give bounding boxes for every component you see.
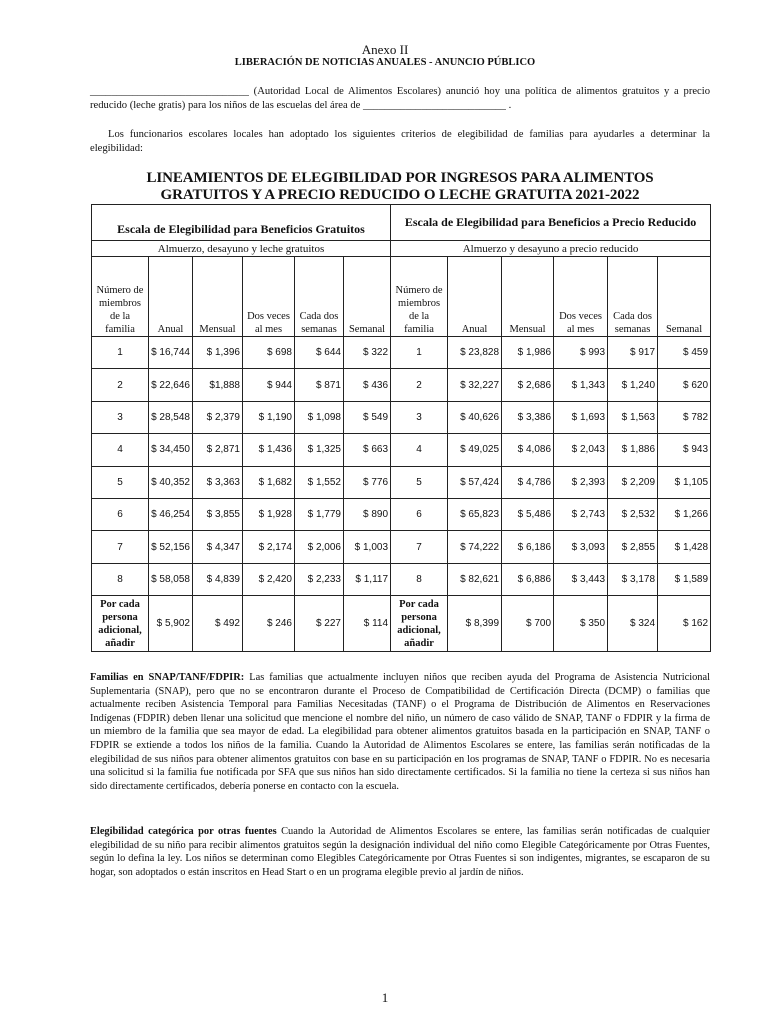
snap-text: Las familias que actualmente incluyen niños que reciben ayuda del Programa de Asistencia Nutricional Suplementaria (SNAP), pero que no se encontraron durante el Proceso de Compatibilidad de Certificación Directa (DCMP) o familias que actualmente reciben Asistencia Temporal para Familias Necesitadas (TANF) o el Programa de Distribución de Alimentos en Reservaciones Indígenas (FDPIR) deben llenar una solicitud que mencione el nombre del niño, un número de caso válido de SNAP, TANF o FDPIR y la firma de un miembro de la familia que sea mayor de edad. La elegibilidad para obtener alimentos gratuitos basada en la participación en SNAP, TANF o FDPIR se extiende a todos los niños de la familia. Cuando la Autoridad de Alimentos Escolares se entere, las familias serán notificadas de la elegibilidad de sus niños para obtener alimentos gratuitos con base en su participación en los programas de SNAP, TANF o FDPIR. No es necesaria una solicitud si la familia fue notificada por SFA que sus niños han sido directamente certificados. Si la familia no tiene la certeza si sus niños han sido directamente certificados, debería ponerse en contacto con la escuela. (90, 672, 710, 792)
reduced-family-size-cell: 1 (391, 337, 448, 369)
table-cell: $ 1,428 (658, 531, 711, 563)
free-family-size-cell: 7 (92, 531, 149, 563)
reduced-family-size-cell: 2 (391, 369, 448, 401)
table-cell: $ 2,209 (608, 466, 658, 498)
table-cell: $ 2,686 (502, 369, 554, 401)
reduced-family-size-cell: 6 (391, 498, 448, 530)
table-cell: $ 1,343 (554, 369, 608, 401)
table-title-line-1: LINEAMIENTOS DE ELEGIBILIDAD POR INGRESOS PARA ALIMENTOS (146, 170, 654, 186)
free-col-annual: Anual (149, 257, 193, 337)
intro-paragraph: ______________________________ (Autoridad Local de Alimentos Escolares) anunció hoy una política de alimentos gratuitos y a precio reducido (leche gratis) para los niños de las escuelas del área de ___________________________ . (90, 86, 710, 111)
table-cell: $ 1,105 (658, 466, 711, 498)
table-cell: $ 1,325 (295, 434, 344, 466)
table-cell: $ 28,548 (149, 401, 193, 433)
table-cell: $ 5,902 (149, 596, 193, 652)
snap-paragraph (90, 671, 710, 793)
table-cell: $ 2,379 (193, 401, 243, 433)
table-cell: $ 1,190 (243, 401, 295, 433)
table-cell: $ 324 (608, 596, 658, 652)
free-scale-title: Escala de Elegibilidad para Beneficios Gratuitos (92, 205, 391, 241)
free-col-monthly: Mensual (193, 257, 243, 337)
table-cell: $ 890 (344, 498, 391, 530)
table-row (92, 531, 711, 563)
table-cell: $ 57,424 (448, 466, 502, 498)
eligibility-table (91, 204, 711, 652)
table-cell: $ 3,386 (502, 401, 554, 433)
free-scale-subtitle: Almuerzo, desayuno y leche gratuitos (92, 241, 391, 257)
table-cell: $ 6,186 (502, 531, 554, 563)
table-cell: $ 4,347 (193, 531, 243, 563)
table-cell: $ 2,420 (243, 563, 295, 595)
table-cell: $ 1,928 (243, 498, 295, 530)
table-cell: $ 3,178 (608, 563, 658, 595)
reduced-family-size-cell: 8 (391, 563, 448, 595)
reduced-family-size-cell: 4 (391, 434, 448, 466)
table-cell: $ 3,093 (554, 531, 608, 563)
table-cell: $ 246 (243, 596, 295, 652)
table-cell: $ 46,254 (149, 498, 193, 530)
free-family-size-cell: 3 (92, 401, 149, 433)
reduced-scale-title: Escala de Elegibilidad para Beneficios a Precio Reducido (391, 205, 711, 241)
table-cell: $ 114 (344, 596, 391, 652)
table-cell: $ 549 (344, 401, 391, 433)
free-col-biweekly: Cada dos semanas (295, 257, 344, 337)
reduced-col-weekly: Semanal (658, 257, 711, 337)
table-cell: $ 1,552 (295, 466, 344, 498)
reduced-family-size-cell: 3 (391, 401, 448, 433)
table-cell: $ 350 (554, 596, 608, 652)
table-row (92, 563, 711, 595)
free-col-weekly: Semanal (344, 257, 391, 337)
free-family-size-cell: 8 (92, 563, 149, 595)
reduced-family-size-cell: 7 (391, 531, 448, 563)
table-cell: $ 459 (658, 337, 711, 369)
free-family-size-cell: 1 (92, 337, 149, 369)
table-cell: $ 1,436 (243, 434, 295, 466)
table-cell: $ 436 (344, 369, 391, 401)
table-cell: $ 1,563 (608, 401, 658, 433)
table-cell: $ 782 (658, 401, 711, 433)
table-row (92, 498, 711, 530)
table-cell: $ 2,743 (554, 498, 608, 530)
table-cell: $ 22,646 (149, 369, 193, 401)
table-cell: $ 74,222 (448, 531, 502, 563)
table-cell: $ 32,227 (448, 369, 502, 401)
categorical-heading: Elegibilidad categórica por otras fuentes (90, 826, 277, 837)
table-cell: $ 3,855 (193, 498, 243, 530)
table-cell: $ 917 (608, 337, 658, 369)
table-cell: $ 1,693 (554, 401, 608, 433)
table-cell: $ 227 (295, 596, 344, 652)
reduced-scale-subtitle: Almuerzo y desayuno a precio reducido (391, 241, 711, 257)
document-subtitle: LIBERACIÓN DE NOTICIAS ANUALES - ANUNCIO PÚBLICO (234, 57, 536, 68)
table-cell: $ 644 (295, 337, 344, 369)
reduced-col-monthly: Mensual (502, 257, 554, 337)
table-cell: $ 4,086 (502, 434, 554, 466)
table-cell: $ 40,626 (448, 401, 502, 433)
table-cell: $ 1,886 (608, 434, 658, 466)
table-cell: $ 34,450 (149, 434, 193, 466)
table-row (92, 337, 711, 369)
table-cell: $ 82,621 (448, 563, 502, 595)
table-cell: $ 1,003 (344, 531, 391, 563)
table-cell: $ 776 (344, 466, 391, 498)
table-title (90, 170, 710, 204)
table-row (92, 401, 711, 433)
categorical-text: Cuando la Autoridad de Alimentos Escolares se entere, las familias serán notificadas de cualquier elegibilidad de su niño para recibir alimentos gratuitos según la designación individual del niño como Elegible Categóricamente por Otras Fuentes, según lo defina la ley. Los niños se determinan como Elegibles Categóricamente por Otras Fuentes si son indigentes, migrantes, se escaparon de su hogar, son adoptados o están inscritos en Head Start o en un programa elegible previo al jardín de niños. (90, 826, 710, 878)
table-cell: $ 1,986 (502, 337, 554, 369)
table-cell: $ 2,233 (295, 563, 344, 595)
page-number: 1 (381, 990, 389, 1005)
table-title-line-2: GRATUITOS Y A PRECIO REDUCIDO O LECHE GRATUITA 2021-2022 (160, 187, 640, 203)
reduced-family-size-cell: 5 (391, 466, 448, 498)
annex-label: Anexo II (361, 42, 409, 57)
table-cell: $ 993 (554, 337, 608, 369)
table-cell: $ 943 (658, 434, 711, 466)
table-cell: $ 1,779 (295, 498, 344, 530)
table-cell: $ 1,240 (608, 369, 658, 401)
table-cell: $ 663 (344, 434, 391, 466)
table-cell: $ 2,855 (608, 531, 658, 563)
table-cell: $ 2,006 (295, 531, 344, 563)
table-row (92, 434, 711, 466)
table-cell: $ 2,532 (608, 498, 658, 530)
table-cell: $ 1,266 (658, 498, 711, 530)
table-cell: $ 871 (295, 369, 344, 401)
table-cell: $ 23,828 (448, 337, 502, 369)
table-cell: $ 4,839 (193, 563, 243, 595)
table-row (92, 466, 711, 498)
table-cell: $ 40,352 (149, 466, 193, 498)
table-cell: $ 16,744 (149, 337, 193, 369)
table-cell: $ 3,363 (193, 466, 243, 498)
free-col-twice-monthly: Dos veces al mes (243, 257, 295, 337)
reduced-col-biweekly: Cada dos semanas (608, 257, 658, 337)
table-cell: $ 2,043 (554, 434, 608, 466)
table-cell: $ 65,823 (448, 498, 502, 530)
table-cell: $ 1,396 (193, 337, 243, 369)
table-cell: $ 162 (658, 596, 711, 652)
table-cell: $ 492 (193, 596, 243, 652)
table-cell: $ 1,589 (658, 563, 711, 595)
table-cell: $ 700 (502, 596, 554, 652)
table-cell: $ 620 (658, 369, 711, 401)
table-cell: $ 944 (243, 369, 295, 401)
table-cell: $ 2,174 (243, 531, 295, 563)
free-family-size-cell: 6 (92, 498, 149, 530)
table-cell: $ 1,098 (295, 401, 344, 433)
snap-heading: Familias en SNAP/TANF/FDPIR: (90, 672, 245, 683)
table-cell: $ 8,399 (448, 596, 502, 652)
table-cell: $ 5,486 (502, 498, 554, 530)
table-cell: $ 52,156 (149, 531, 193, 563)
reduced-extra-label: Por cada persona adicional, añadir (391, 596, 448, 652)
reduced-col-twice-monthly: Dos veces al mes (554, 257, 608, 337)
table-cell: $ 322 (344, 337, 391, 369)
free-extra-label: Por cada persona adicional, añadir (92, 596, 149, 652)
categorical-paragraph (90, 825, 710, 879)
table-cell: $ 58,058 (149, 563, 193, 595)
table-row (92, 369, 711, 401)
table-cell: $ 3,443 (554, 563, 608, 595)
reduced-col-annual: Anual (448, 257, 502, 337)
reduced-col-family: Número de miembros de la familia (391, 257, 448, 337)
table-cell: $ 4,786 (502, 466, 554, 498)
table-cell: $ 6,886 (502, 563, 554, 595)
table-cell: $ 1,682 (243, 466, 295, 498)
table-cell: $ 1,117 (344, 563, 391, 595)
free-col-family: Número de miembros de la familia (92, 257, 149, 337)
free-family-size-cell: 4 (92, 434, 149, 466)
table-cell: $ 49,025 (448, 434, 502, 466)
table-cell: $ 698 (243, 337, 295, 369)
table-cell: $ 2,871 (193, 434, 243, 466)
free-family-size-cell: 5 (92, 466, 149, 498)
free-family-size-cell: 2 (92, 369, 149, 401)
criteria-paragraph: Los funcionarios escolares locales han adoptado los siguientes criterios de elegibilidad de familias para ayudarles a determinar la elegibilidad: (90, 129, 710, 154)
table-cell: $1,888 (193, 369, 243, 401)
table-cell: $ 2,393 (554, 466, 608, 498)
